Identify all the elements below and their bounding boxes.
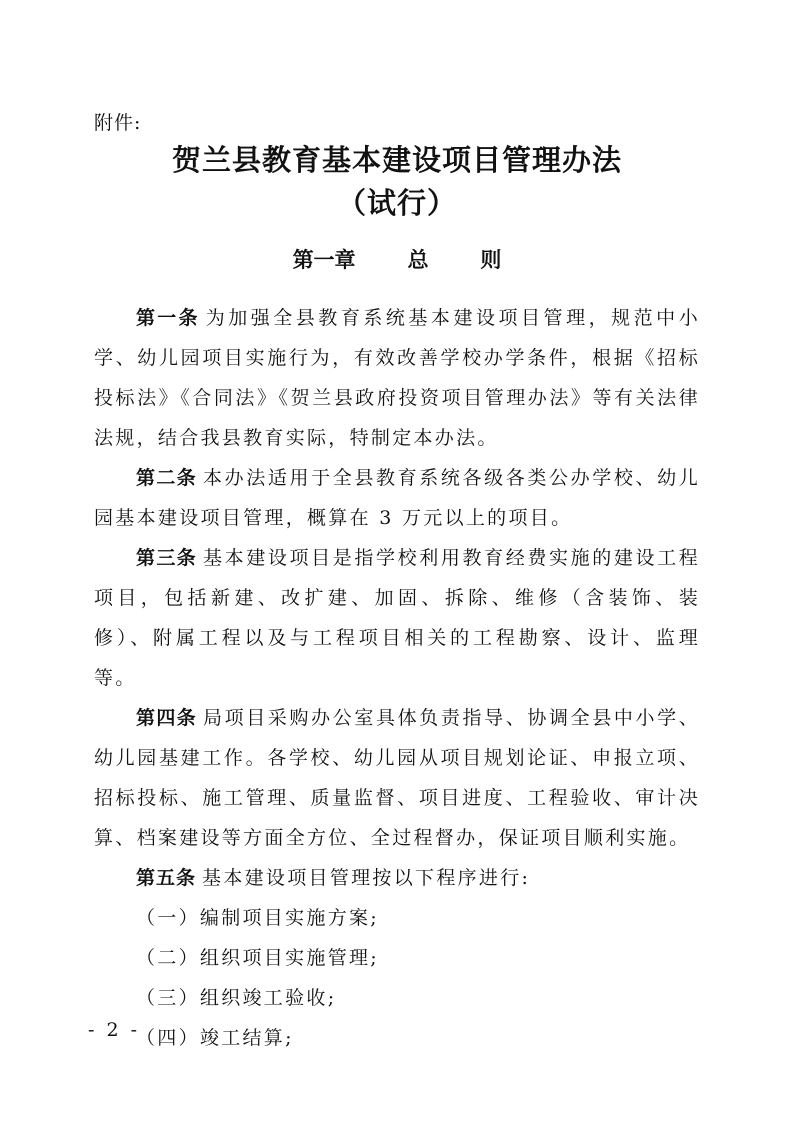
chapter-heading: 第一章 总 则 (292, 248, 502, 272)
document-title: 贺兰县教育基本建设项目管理办法 (171, 143, 622, 177)
article-5-lead: 第五条 (136, 867, 197, 889)
list-item: （一）编制项目实施方案; (136, 907, 380, 929)
article-3-lead: 第三条 (136, 547, 197, 569)
article-4 (94, 698, 700, 858)
list-item: （三）组织竣工验收; (136, 987, 337, 1009)
document-body (94, 298, 700, 1058)
article-5 (94, 858, 700, 898)
article-3 (94, 538, 700, 698)
attachment-label: 附件: (94, 112, 142, 134)
article-4-lead: 第四条 (136, 707, 197, 729)
list-item: （二）组织项目实施管理; (136, 947, 380, 969)
article-3-text: 基本建设项目是指学校利用教育经费实施的建设工程项目，包括新建、改扩建、加固、拆除、维修（含装饰、装修）、附属工程以及与工程项目相关的工程勘察、设计、监理等。 (94, 547, 700, 689)
article-2-text: 本办法适用于全县教育系统各级各类公办学校、幼儿园基本建设项目管理，概算在 3 万元以上的项目。 (94, 467, 700, 529)
article-1-text: 为加强全县教育系统基本建设项目管理，规范中小学、幼儿园项目实施行为，有效改善学校办学条件，根据《招标投标法》《合同法》《贺兰县政府投资项目管理办法》等有关法律法规，结合我县教育实际，特制定本办法。 (94, 307, 700, 449)
page-number: - 2 - (88, 1019, 141, 1041)
article-4-text: 局项目采购办公室具体负责指导、协调全县中小学、幼儿园基建工作。各学校、幼儿园从项目规划论证、申报立项、招标投标、施工管理、质量监督、项目进度、工程验收、审计决算、档案建设等方面全方位、全过程督办，保证项目顺利实施。 (94, 707, 700, 849)
article-5-text: 基本建设项目管理按以下程序进行: (202, 867, 531, 889)
article-1-lead: 第一条 (136, 307, 200, 329)
list-item: （四）竣工结算; (136, 1027, 294, 1049)
article-2 (94, 458, 700, 538)
article-2-lead: 第二条 (136, 467, 197, 489)
article-1 (94, 298, 700, 458)
document-subtitle: （试行） (336, 186, 457, 220)
